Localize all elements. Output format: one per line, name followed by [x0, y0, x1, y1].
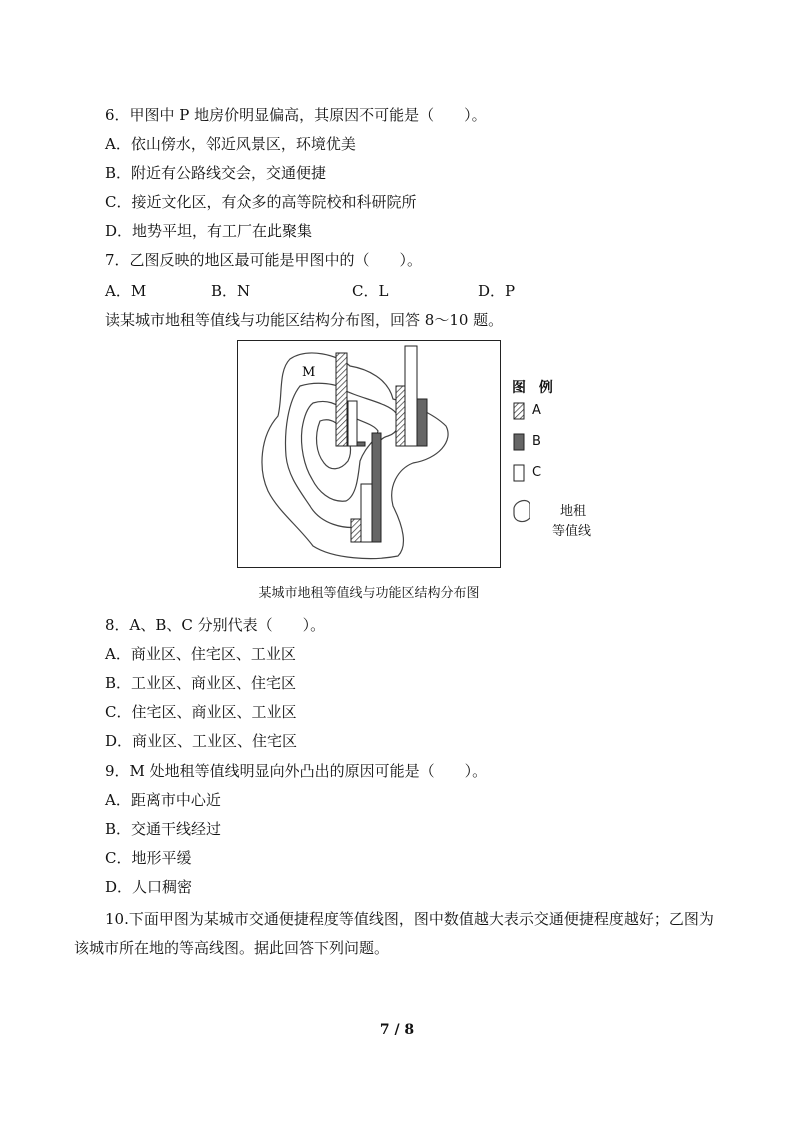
q10-text: 10.下面甲图为某城市交通便捷程度等值线图，图中数值越大表示交通便捷程度越好；乙图为该城市所在地的等高线图。据此回答下列问题。: [74, 910, 714, 957]
q8-stem: 8．A、B、C 分别代表（ ）。: [105, 616, 326, 634]
legend-label-contour-1: 地租: [560, 504, 587, 519]
q8-option-b: B．工业区、商业区、住宅区: [105, 674, 297, 692]
bar-b-2: [417, 399, 427, 446]
figure-caption: 某城市地租等值线与功能区结构分布图: [258, 586, 480, 601]
q7-stem: 7．乙图反映的地区最可能是甲图中的（ ）。: [105, 251, 423, 269]
q9-option-d: D．人口稠密: [105, 878, 193, 896]
q7-options: [105, 281, 525, 301]
legend-contour-swatch: [514, 501, 530, 522]
bar-b-1: [357, 442, 365, 446]
intro-text: 读某城市地租等值线与功能区结构分布图，回答 8～10 题。: [105, 311, 504, 329]
bar-c-2: [405, 346, 417, 446]
bar-a-2: [396, 386, 405, 446]
q9-option-c: C．地形平缓: [105, 849, 192, 867]
rent-contour-map: [238, 341, 500, 567]
legend-label-contour-2: 等值线: [552, 524, 592, 539]
q9-option-a: A．距离市中心近: [105, 791, 221, 809]
q9-stem: 9．M 处地租等值线明显向外凸出的原因可能是（ ）。: [105, 762, 488, 780]
bar-a-3: [351, 519, 361, 542]
q6-option-a: A．依山傍水，邻近风景区，环境优美: [105, 135, 356, 153]
legend-swatch-c: [514, 465, 524, 481]
q8-option-c: C．住宅区、商业区、工业区: [105, 703, 297, 721]
legend-swatches: [510, 400, 530, 550]
map-label-m: M: [302, 365, 316, 380]
q6-stem: 6．甲图中 P 地房价明显偏高，其原因不可能是（ ）。: [105, 106, 487, 124]
legend-swatch-b: [514, 434, 524, 450]
q8-option-d: D．商业区、工业区、住宅区: [105, 732, 298, 750]
q9-option-b: B．交通干线经过: [105, 820, 222, 838]
bar-b-3: [372, 433, 381, 542]
page-number: 7 / 8: [379, 1022, 415, 1038]
legend-title: 图 例: [512, 380, 557, 396]
rent-map-figure: [237, 340, 501, 568]
q7-option-a: A．M: [105, 282, 147, 300]
legend-label-a: A: [532, 403, 541, 418]
q6-option-d: D．地势平坦，有工厂在此聚集: [105, 222, 313, 240]
q7-option-c: C．L: [352, 282, 389, 300]
bar-c-3: [361, 484, 372, 542]
legend-label-b: B: [532, 434, 541, 449]
q6-option-c: C．接近文化区，有众多的高等院校和科研院所: [105, 193, 417, 211]
q6-option-b: B．附近有公路线交会，交通便捷: [105, 164, 327, 182]
bar-a-1: [336, 353, 347, 446]
bar-c-1: [348, 401, 357, 446]
legend-swatch-a: [514, 403, 524, 419]
legend-label-c: C: [532, 465, 542, 480]
q7-option-b: B．N: [211, 282, 251, 300]
q7-option-d: D．P: [478, 282, 516, 300]
q8-option-a: A．商业区、住宅区、工业区: [105, 645, 296, 663]
